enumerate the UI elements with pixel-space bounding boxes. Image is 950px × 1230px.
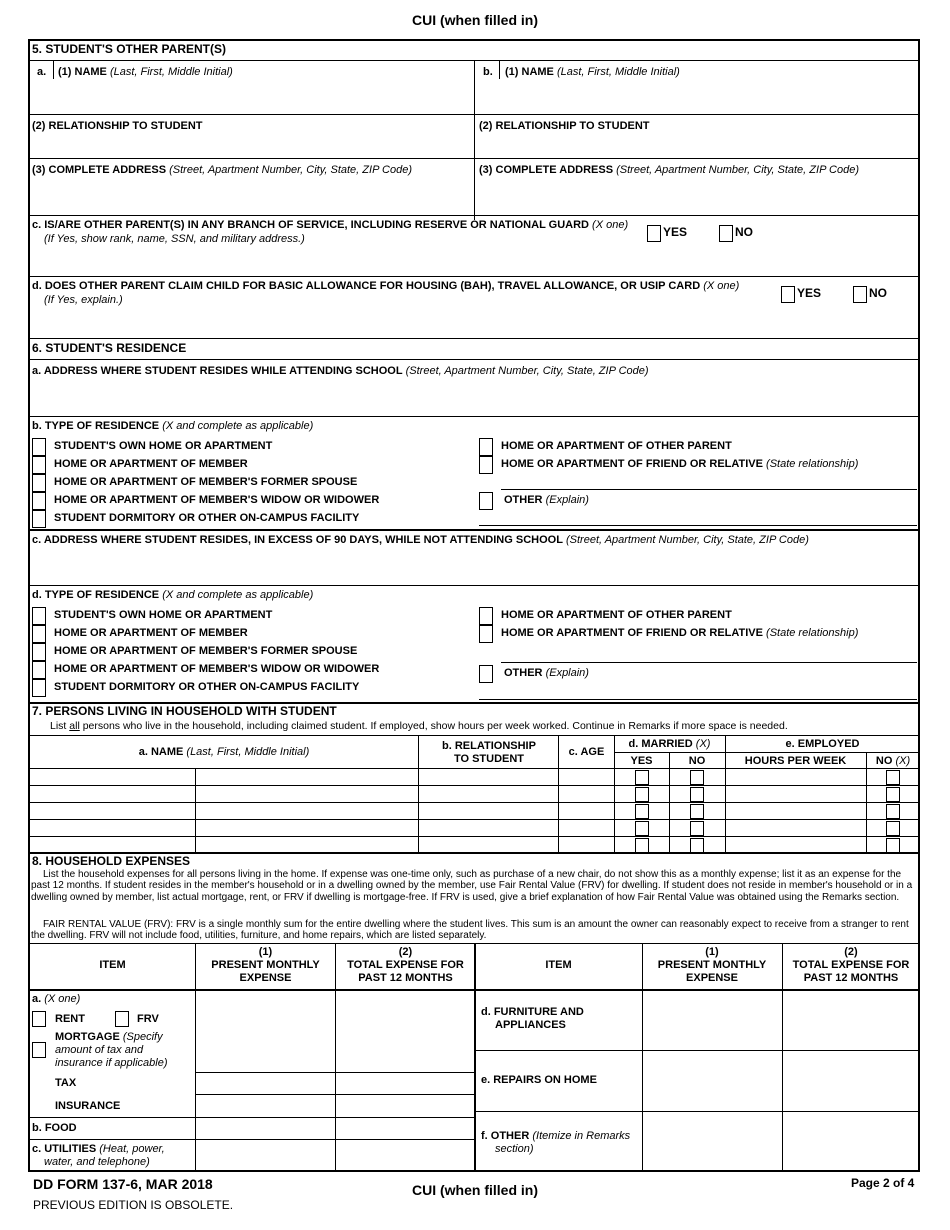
- s7-row5-married-no-checkbox[interactable]: [690, 838, 704, 853]
- s8a-frv-label: FRV: [137, 1013, 159, 1025]
- s7-row3-married-no-checkbox[interactable]: [690, 804, 704, 819]
- s6b-opt2-label: HOME OR APARTMENT OF MEMBER: [54, 458, 248, 470]
- s5d-yes-label: YES: [797, 286, 822, 300]
- s6d-opt2-label: HOME OR APARTMENT OF MEMBER: [54, 627, 248, 639]
- s5d-sub: (If Yes, explain.): [44, 294, 123, 306]
- s7-row4-employed-no-checkbox[interactable]: [886, 821, 900, 836]
- s5b-name-label: (1) NAME (Last, First, Middle Initial): [505, 66, 680, 78]
- s7-row4-married-no-checkbox[interactable]: [690, 821, 704, 836]
- s7-row3-married-yes-checkbox[interactable]: [635, 804, 649, 819]
- section-5-title: 5. STUDENT'S OTHER PARENT(S): [32, 42, 226, 56]
- s6d-opt4-checkbox[interactable]: [32, 661, 46, 679]
- s7-col-married: d. MARRIED (X): [628, 738, 711, 750]
- s5a-name-input[interactable]: [60, 80, 470, 112]
- s5d-label: d. DOES OTHER PARENT CLAIM CHILD FOR BASIC ALLOWANCE FOR HOUSING (BAH), TRAVEL ALLOWANCE, OR USIP CARD (X one): [32, 280, 740, 292]
- s6d-opt3-label: HOME OR APARTMENT OF MEMBER'S FORMER SPOUSE: [54, 645, 358, 657]
- form-number: DD FORM 137-6, MAR 2018: [33, 1176, 213, 1192]
- s5c-yes-checkbox[interactable]: [647, 225, 661, 242]
- s6b-opt2-checkbox[interactable]: [32, 456, 46, 474]
- s6d-opt7-checkbox[interactable]: [479, 625, 493, 643]
- s6d-opt6-label: HOME OR APARTMENT OF OTHER PARENT: [501, 609, 732, 621]
- s6a-label: a. ADDRESS WHERE STUDENT RESIDES WHILE ATTENDING SCHOOL (Street, Apartment Number, City, State, ZIP Code): [32, 365, 649, 377]
- s5a-address-input[interactable]: [32, 180, 470, 216]
- cui-header: CUI (when filled in): [412, 12, 538, 28]
- s6d-opt6-checkbox[interactable]: [479, 607, 493, 625]
- s7-col-age: c. AGE: [568, 746, 605, 758]
- s5c-label: c. IS/ARE OTHER PARENT(S) IN ANY BRANCH OF SERVICE, INCLUDING RESERVE OR NATIONAL GUARD (X one): [32, 219, 629, 231]
- s8d-furniture-label: d. FURNITURE AND APPLIANCES: [481, 1006, 584, 1031]
- s6b-opt1-checkbox[interactable]: [32, 438, 46, 456]
- s7-married-yes: YES: [630, 755, 653, 767]
- s5a-address-label: (3) COMPLETE ADDRESS (Street, Apartment Number, City, State, ZIP Code): [32, 164, 413, 176]
- s7-row2-married-yes-checkbox[interactable]: [635, 787, 649, 802]
- s8a-annual-input[interactable]: [337, 991, 473, 1071]
- s6b-opt3-checkbox[interactable]: [32, 474, 46, 492]
- s6b-opt5-checkbox[interactable]: [32, 510, 46, 528]
- s6b-opt8-label: OTHER (Explain): [504, 494, 589, 506]
- section-7-title: 7. PERSONS LIVING IN HOUSEHOLD WITH STUDENT: [32, 704, 337, 718]
- s6c-label: c. ADDRESS WHERE STUDENT RESIDES, IN EXCESS OF 90 DAYS, WHILE NOT ATTENDING SCHOOL (Street, Apartment Number, City, State, ZIP Code): [32, 534, 809, 546]
- s6b-opt3-label: HOME OR APARTMENT OF MEMBER'S FORMER SPOUSE: [54, 476, 358, 488]
- s8a-mortgage-label: MORTGAGE (Specify amount of tax and insurance if applicable): [55, 1031, 168, 1069]
- obsolete-notice: PREVIOUS EDITION IS OBSOLETE.: [33, 1198, 234, 1212]
- s6b-opt1-label: STUDENT'S OWN HOME OR APARTMENT: [54, 440, 273, 452]
- s8d-annual-input[interactable]: [784, 991, 918, 1049]
- s7-married-no: NO: [688, 755, 706, 767]
- s8a-rent-checkbox[interactable]: [32, 1011, 46, 1027]
- s8a-mortgage-checkbox[interactable]: [32, 1042, 46, 1058]
- s5a-relationship-input[interactable]: [32, 134, 470, 156]
- s7-row5-married-yes-checkbox[interactable]: [635, 838, 649, 853]
- s8-paragraph-1: List the household expenses for all persons living in the home. If expense was one-time only, such as purchase of a new chair, do not show this as a monthly expense; list it as an expense for the past 12 months. If student resides in the member's household or in a dwelling owned by the member, use Fair Rental Value (FRV) for dwelling. If student does not reside in member's household or in a dwelling owned by member, list actual mortgage, rent, or FRV if dwelling is mortgage-free. If FRV is used, give a brief explanation of how Fair Rental Value was obtained using the Remarks section.: [31, 869, 913, 903]
- s6b-label: b. TYPE OF RESIDENCE (X and complete as applicable): [32, 420, 314, 432]
- s7-description: List all persons who live in the household, including claimed student. If employed, show hours per week worked. Continue in Remarks if more space is needed.: [50, 720, 788, 732]
- s6a-address-input[interactable]: [32, 380, 916, 414]
- s5a-relationship-label: (2) RELATIONSHIP TO STUDENT: [32, 120, 203, 132]
- s5d-yes-checkbox[interactable]: [781, 286, 795, 303]
- section-6-title: 6. STUDENT'S RESIDENCE: [32, 341, 187, 355]
- s5c-yes-label: YES: [663, 225, 688, 239]
- s6d-opt5-checkbox[interactable]: [32, 679, 46, 697]
- s6b-opt5-label: STUDENT DORMITORY OR OTHER ON-CAMPUS FACILITY: [54, 512, 360, 524]
- s5-b-letter: b.: [483, 66, 493, 78]
- s8-left-col2-header: (2) TOTAL EXPENSE FOR PAST 12 MONTHS: [347, 946, 464, 984]
- s5a-name-label: (1) NAME (Last, First, Middle Initial): [58, 66, 233, 78]
- s6d-opt8-checkbox[interactable]: [479, 665, 493, 683]
- s5b-relationship-label: (2) RELATIONSHIP TO STUDENT: [479, 120, 650, 132]
- s6d-opt1-checkbox[interactable]: [32, 607, 46, 625]
- s6d-opt2-checkbox[interactable]: [32, 625, 46, 643]
- s8b-food-label: b. FOOD: [32, 1122, 77, 1134]
- s8-right-col2-header: (2) TOTAL EXPENSE FOR PAST 12 MONTHS: [792, 946, 910, 984]
- s7-row2-employed-no-checkbox[interactable]: [886, 787, 900, 802]
- s8a-insurance-label: INSURANCE: [55, 1100, 121, 1112]
- s5c-no-checkbox[interactable]: [719, 225, 733, 242]
- s5b-address-input[interactable]: [479, 180, 915, 216]
- s6b-opt7-checkbox[interactable]: [479, 456, 493, 474]
- s8a-frv-checkbox[interactable]: [115, 1011, 129, 1027]
- s5c-no-label: NO: [735, 225, 753, 239]
- s7-row2-married-no-checkbox[interactable]: [690, 787, 704, 802]
- s6d-opt1-label: STUDENT'S OWN HOME OR APARTMENT: [54, 609, 273, 621]
- cui-footer: CUI (when filled in): [412, 1182, 538, 1198]
- s7-employed-no: NO (X): [875, 755, 911, 767]
- s6b-opt6-checkbox[interactable]: [479, 438, 493, 456]
- page-number: Page 2 of 4: [851, 1176, 915, 1190]
- s5d-no-label: NO: [869, 286, 887, 300]
- s8-paragraph-2: FAIR RENTAL VALUE (FRV): FRV is a single monthly sum for the entire dwelling where the student lives. This sum is an amount the owner can reasonably expect to receive from a stranger to rent the dwelling. FRV will not include food, utilities, furniture, and home repairs, which are listed separately.: [31, 919, 909, 942]
- s5b-name-input[interactable]: [505, 80, 915, 112]
- s8a-monthly-input[interactable]: [197, 991, 333, 1071]
- s8d-monthly-input[interactable]: [644, 991, 780, 1049]
- s8f-other-label: f. OTHER (Itemize in Remarks section): [481, 1130, 631, 1155]
- s6d-label: d. TYPE OF RESIDENCE (X and complete as applicable): [32, 589, 314, 601]
- s6b-opt8-checkbox[interactable]: [479, 492, 493, 510]
- s6b-opt4-label: HOME OR APARTMENT OF MEMBER'S WIDOW OR WIDOWER: [54, 494, 380, 506]
- s7-col-name: a. NAME (Last, First, Middle Initial): [138, 746, 310, 758]
- s5b-relationship-input[interactable]: [479, 134, 915, 156]
- s8a-tax-label: TAX: [55, 1077, 77, 1089]
- s7-row4-married-yes-checkbox[interactable]: [635, 821, 649, 836]
- s8a-label: a. (X one): [32, 993, 81, 1005]
- s6b-opt7-label: HOME OR APARTMENT OF FRIEND OR RELATIVE (State relationship): [501, 458, 859, 470]
- s6d-opt3-checkbox[interactable]: [32, 643, 46, 661]
- s6b-opt4-checkbox[interactable]: [32, 492, 46, 510]
- s7-row1-married-yes-checkbox[interactable]: [635, 770, 649, 785]
- s7-col-employed: e. EMPLOYED: [785, 738, 860, 750]
- s7-row1-employed-no-checkbox[interactable]: [886, 770, 900, 785]
- s8-left-col1-header: (1) PRESENT MONTHLY EXPENSE: [211, 946, 320, 984]
- s8e-repairs-label: e. REPAIRS ON HOME: [481, 1074, 597, 1086]
- s5c-sub: (If Yes, show rank, name, SSN, and military address.): [44, 233, 305, 245]
- s5b-address-label: (3) COMPLETE ADDRESS (Street, Apartment Number, City, State, ZIP Code): [479, 164, 860, 176]
- s6d-opt7-label: HOME OR APARTMENT OF FRIEND OR RELATIVE (State relationship): [501, 627, 859, 639]
- s8-right-col1-header: (1) PRESENT MONTHLY EXPENSE: [657, 946, 767, 984]
- s5d-no-checkbox[interactable]: [853, 286, 867, 303]
- s6d-opt5-label: STUDENT DORMITORY OR OTHER ON-CAMPUS FACILITY: [54, 681, 360, 693]
- s8-left-item-header: ITEM: [99, 959, 126, 971]
- s7-col-relationship: b. RELATIONSHIP TO STUDENT: [442, 740, 536, 765]
- s5-a-letter: a.: [37, 66, 47, 78]
- s7-hours-per-week: HOURS PER WEEK: [744, 755, 847, 767]
- s6d-opt4-label: HOME OR APARTMENT OF MEMBER'S WIDOW OR WIDOWER: [54, 663, 380, 675]
- s8c-utilities-label: c. UTILITIES (Heat, power, water, and telephone): [32, 1143, 165, 1168]
- s7-row3-employed-no-checkbox[interactable]: [886, 804, 900, 819]
- s6d-opt8-label: OTHER (Explain): [504, 667, 589, 679]
- s6b-opt6-label: HOME OR APARTMENT OF OTHER PARENT: [501, 440, 732, 452]
- s8-right-item-header: ITEM: [545, 959, 572, 971]
- section-8-title: 8. HOUSEHOLD EXPENSES: [32, 854, 191, 868]
- s8a-rent-label: RENT: [55, 1013, 85, 1025]
- s6c-address-input[interactable]: [32, 550, 916, 583]
- s7-row1-married-no-checkbox[interactable]: [690, 770, 704, 785]
- s7-row5-employed-no-checkbox[interactable]: [886, 838, 900, 853]
